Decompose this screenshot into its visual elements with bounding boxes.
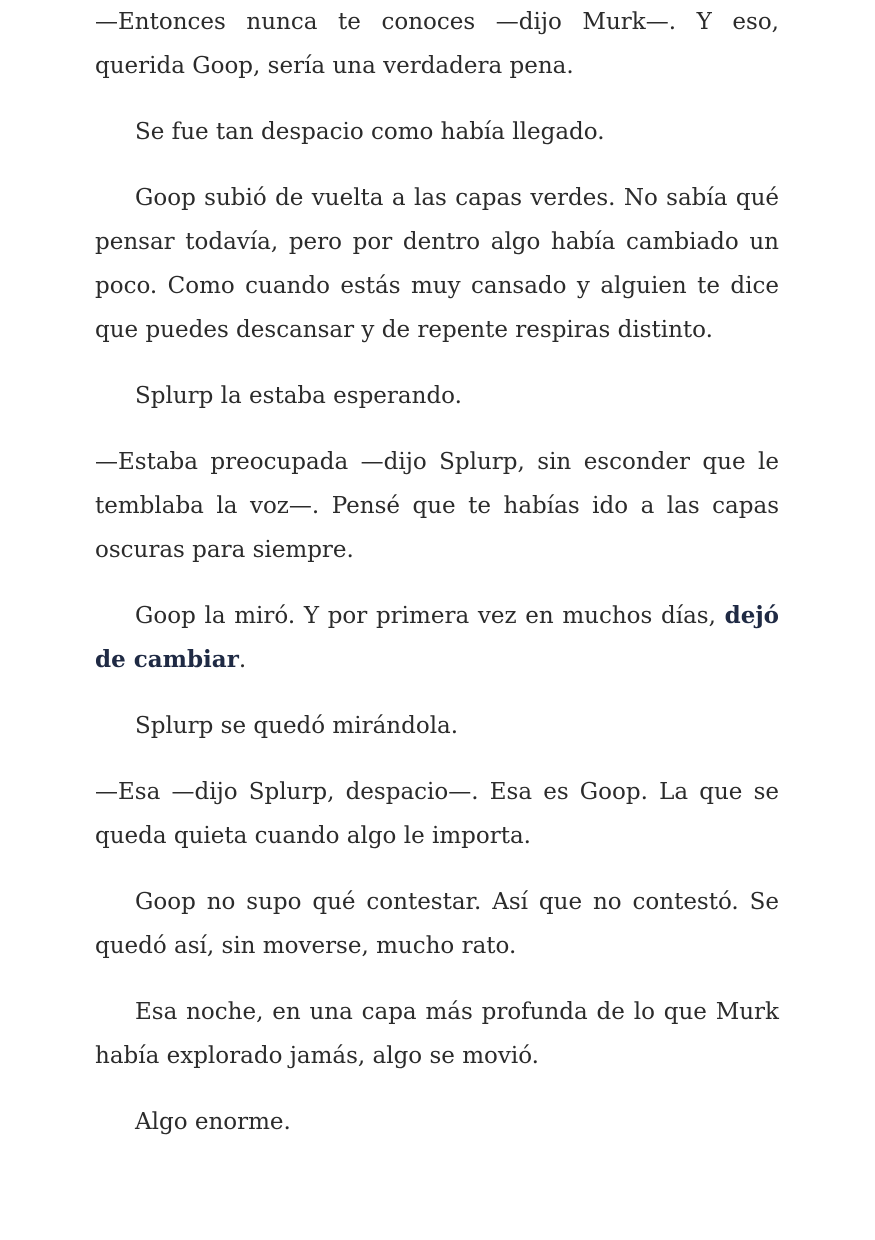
paragraph-7: Splurp se quedó mirándola. — [135, 713, 459, 739]
paragraph-9: Goop no supo qué contestar. Así que no contestó. Se quedó así, sin moverse, mucho rato. — [95, 889, 779, 959]
paragraph-6 — [95, 594, 779, 682]
book-page — [95, 0, 779, 1240]
paragraph-1: —Entonces nunca te conoces —dijo Murk—. Y eso, querida Goop, sería una verdadera pena. — [95, 9, 779, 79]
paragraph-3: Goop subió de vuelta a las capas verdes. No sabía qué pensar todavía, pero por dentro algo había cambiado un poco. Como cuando estás muy cansado y alguien te dice que puedes descansar y de repente respiras distinto. — [95, 185, 779, 343]
paragraph-11: Algo enorme. — [135, 1109, 291, 1135]
paragraph-10: Esa noche, en una capa más profunda de lo que Murk había explorado jamás, algo se movió. — [95, 999, 779, 1069]
paragraph-6-end: . — [238, 647, 247, 673]
paragraph-5: —Estaba preocupada —dijo Splurp, sin esconder que le temblaba la voz—. Pensé que te habías ido a las capas oscuras para siempre. — [95, 449, 779, 563]
paragraph-6-text: Goop la miró. Y por primera vez en muchos días, — [135, 603, 725, 629]
paragraph-2: Se fue tan despacio como había llegado. — [135, 119, 605, 145]
paragraph-4: Splurp la estaba esperando. — [135, 383, 462, 409]
emphasized-phrase: dejó de cambiar — [95, 602, 779, 673]
paragraph-8: —Esa —dijo Splurp, despacio—. Esa es Goop. La que se queda quieta cuando algo le importa. — [95, 779, 779, 849]
